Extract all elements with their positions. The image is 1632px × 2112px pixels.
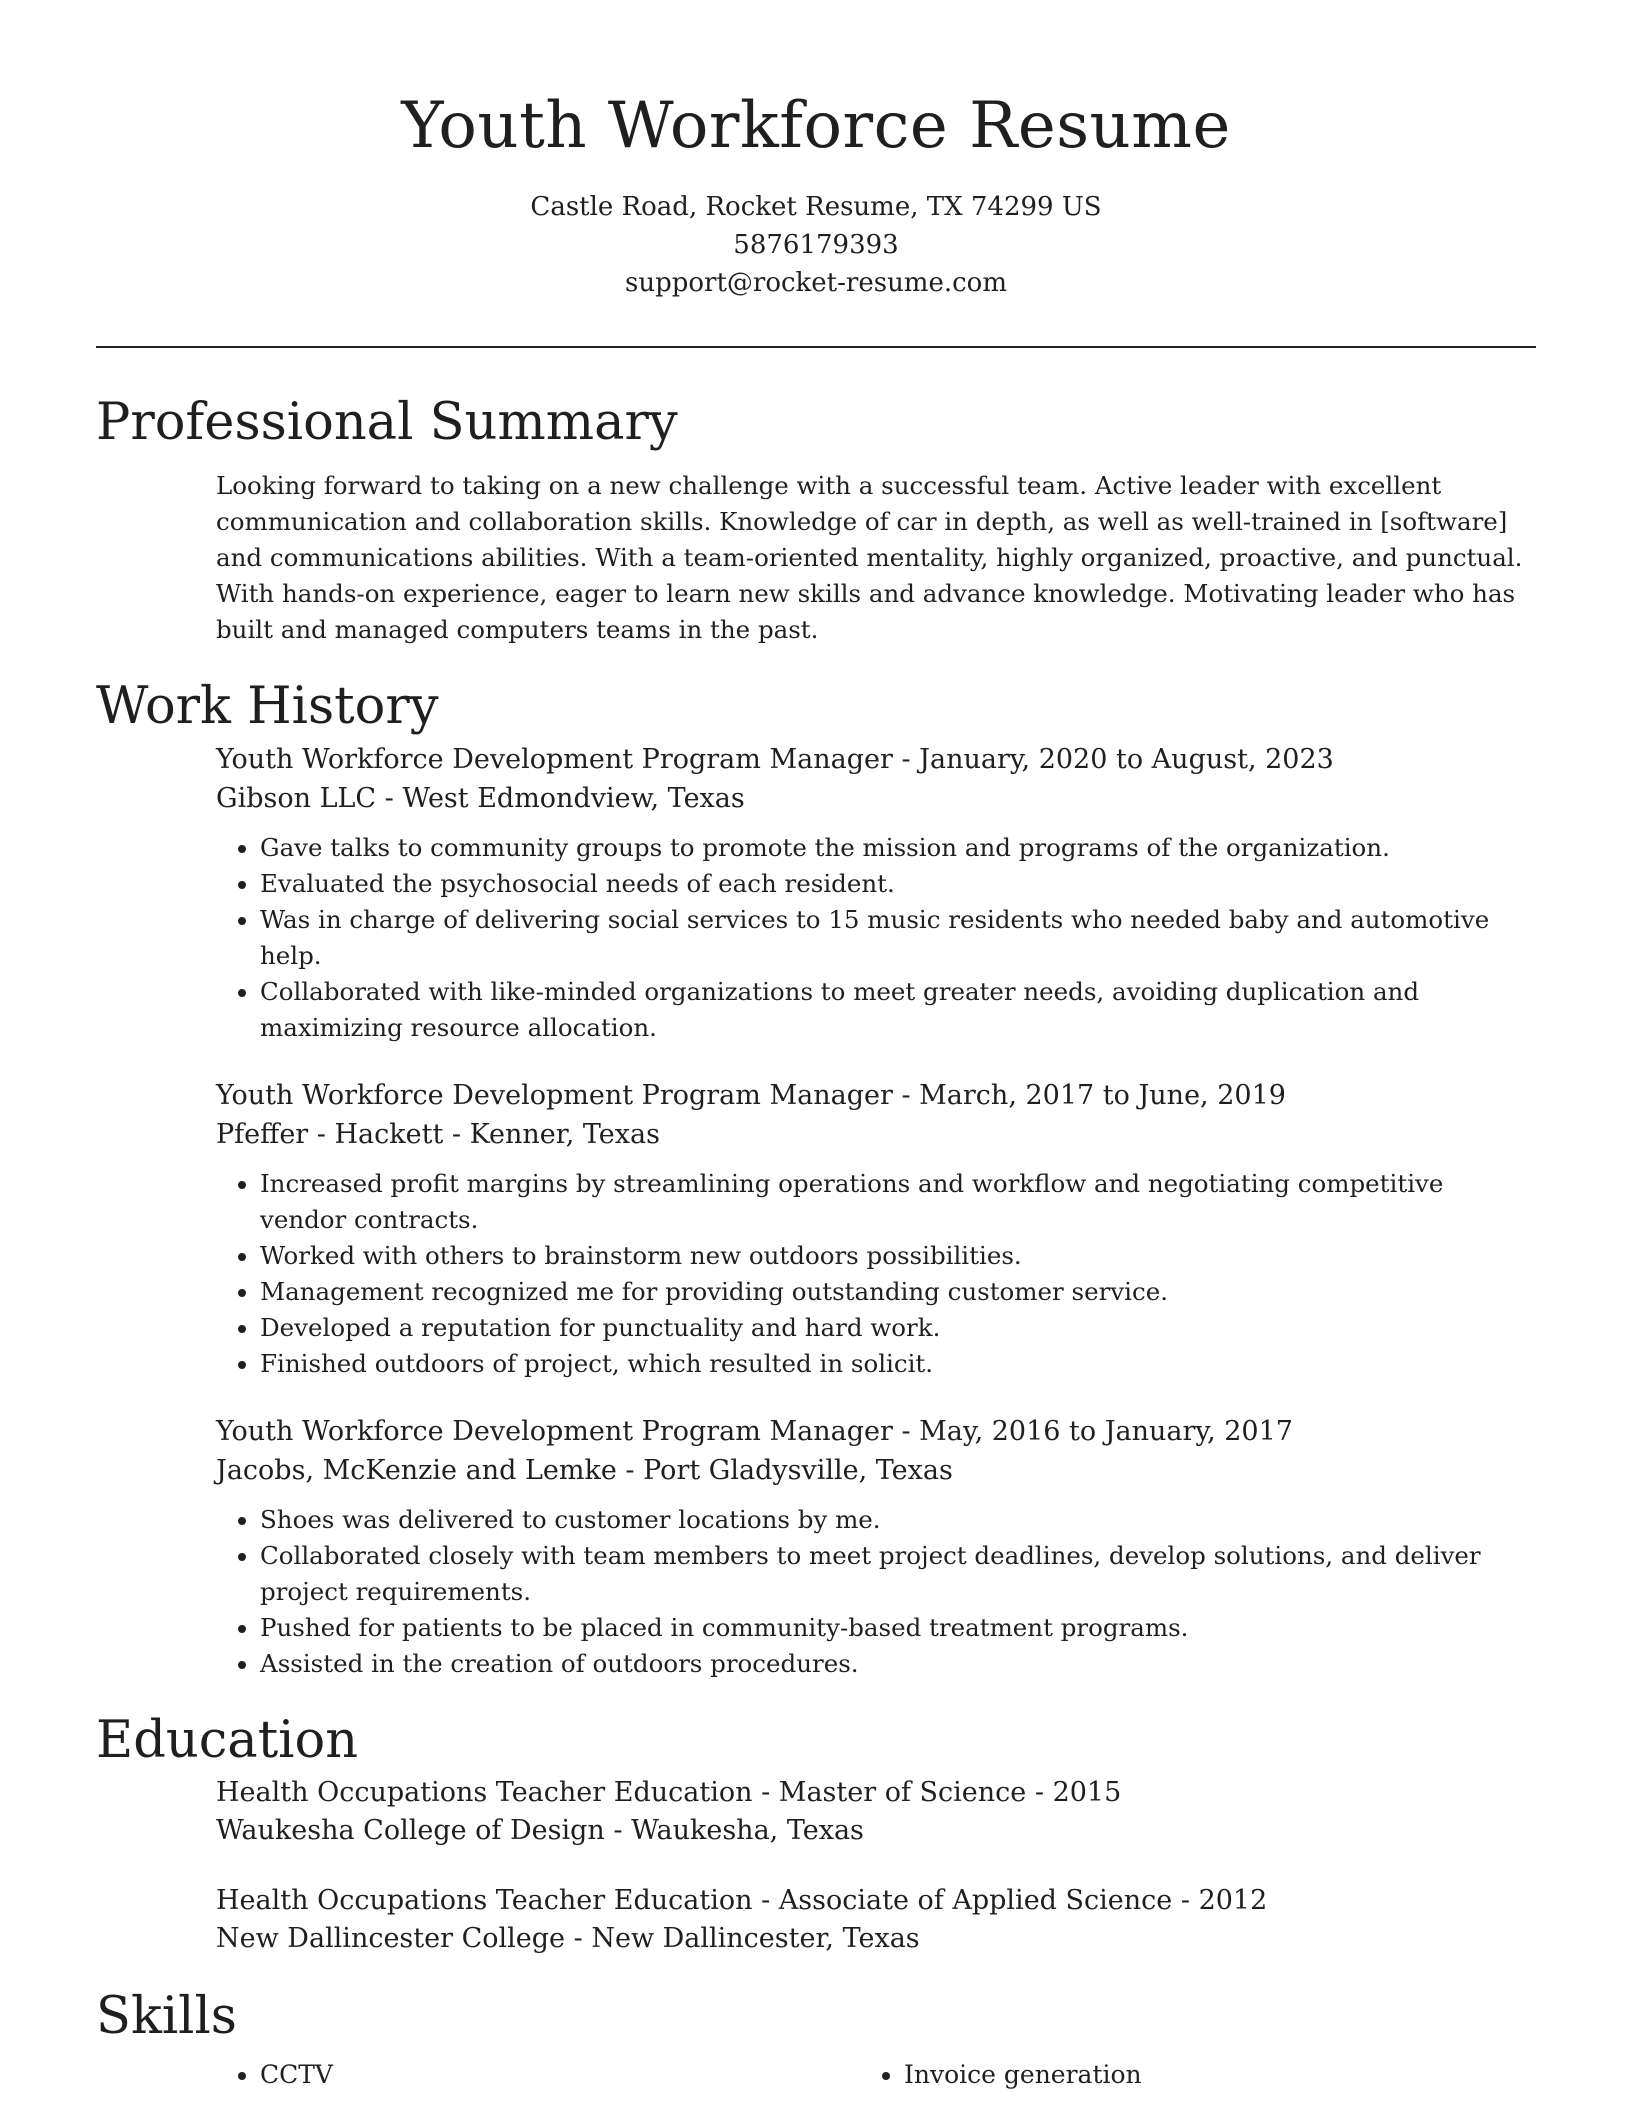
job-bullet: • Evaluated the psychosocial needs of each resident.: [260, 866, 1536, 902]
job-bullets: [216, 1166, 1536, 1382]
education-school: New Dallincester College: [216, 1923, 566, 1954]
job-bullet: • Finished outdoors of project, which resulted in solicit.: [260, 1346, 1536, 1382]
education-year: 2012: [1198, 1885, 1268, 1916]
job-company-line: Jacobs, McKenzie and Lemke - Port Gladysville, Texas: [216, 1455, 953, 1486]
education-entry: [216, 1882, 1536, 1958]
resume-name: Youth Workforce Resume: [401, 89, 1231, 163]
education-school: Waukesha College of Design: [216, 1815, 605, 1846]
job-location: West Edmondview, Texas: [402, 783, 745, 814]
job-dates: May, 2016 to January, 2017: [919, 1416, 1293, 1447]
education-entry: [216, 1774, 1536, 1850]
job-dates: January, 2020 to August, 2023: [919, 744, 1334, 775]
job-role: Youth Workforce Development Program Manager: [216, 1080, 893, 1111]
education-degree-line: Health Occupations Teacher Education - Master of Science - 2015: [216, 1777, 1122, 1808]
education-field: Health Occupations Teacher Education: [216, 1777, 753, 1808]
job-bullet: • Shoes was delivered to customer locations by me.: [260, 1502, 1536, 1538]
job-entry: [216, 1412, 1536, 1682]
job-company-line: Gibson LLC - West Edmondview, Texas: [216, 783, 745, 814]
summary-text: Looking forward to taking on a new challenge with a successful team. Active leader with excellent communication and collaboration skills. Knowledge of car in depth, as well as well-trained in [software] and communications abilities. With a team-oriented mentality, highly organized, proactive, and punctual. With hands-on experience, eager to learn new skills and advance knowledge. Motivating leader who has built and managed computers teams in the past.: [216, 471, 1523, 644]
job-company: Pfeffer - Hackett: [216, 1119, 444, 1150]
job-bullet: • Worked with others to brainstorm new outdoors possibilities.: [260, 1238, 1536, 1274]
skills-list: [216, 2050, 1536, 2094]
contact-block: [96, 188, 1536, 302]
job-bullet: • Collaborated with like-minded organizations to meet greater needs, avoiding duplication and maximizing resource allocation.: [260, 974, 1536, 1046]
header-divider: [96, 346, 1536, 348]
skills-column-left: [216, 2056, 860, 2094]
job-role: Youth Workforce Development Program Manager: [216, 1416, 893, 1447]
job-entry: [216, 740, 1536, 1046]
education-school-line: New Dallincester College - New Dallincester, Texas: [216, 1923, 920, 1954]
job-role: Youth Workforce Development Program Manager: [216, 744, 893, 775]
work-history-heading: Work History: [96, 677, 439, 736]
job-location: Kenner, Texas: [469, 1119, 660, 1150]
job-bullets: [216, 830, 1536, 1046]
job-bullet: • Management recognized me for providing outstanding customer service.: [260, 1274, 1536, 1310]
job-location: Port Gladysville, Texas: [643, 1455, 953, 1486]
job-bullet: • Pushed for patients to be placed in community-based treatment programs.: [260, 1610, 1536, 1646]
skills-column-right: [860, 2056, 1504, 2094]
job-company: Jacobs, McKenzie and Lemke: [216, 1455, 617, 1486]
job-bullet: • Increased profit margins by streamlining operations and workflow and negotiating competitive vendor contracts.: [260, 1166, 1536, 1238]
job-bullet: • Developed a reputation for punctuality and hard work.: [260, 1310, 1536, 1346]
job-bullets: [216, 1502, 1536, 1682]
education-field: Health Occupations Teacher Education: [216, 1885, 753, 1916]
job-bullet: • Assisted in the creation of outdoors procedures.: [260, 1646, 1536, 1682]
skill-item: • CCTV: [260, 2056, 860, 2094]
education-year: 2015: [1052, 1777, 1122, 1808]
job-company-line: Pfeffer - Hackett - Kenner, Texas: [216, 1119, 660, 1150]
job-entry: [216, 1076, 1536, 1382]
education-degree: Associate of Applied Science: [778, 1885, 1173, 1916]
job-bullet: • Collaborated closely with team members to meet project deadlines, develop solutions, and deliver project requirements.: [260, 1538, 1536, 1610]
job-title-line: Youth Workforce Development Program Manager - May, 2016 to January, 2017: [216, 1416, 1293, 1447]
contact-phone: 5876179393: [733, 230, 899, 260]
job-bullet: • Was in charge of delivering social services to 15 music residents who needed baby and automotive help.: [260, 902, 1536, 974]
education-location: Waukesha, Texas: [631, 1815, 864, 1846]
contact-address: Castle Road, Rocket Resume, TX 74299 US: [530, 192, 1102, 222]
education-location: New Dallincester, Texas: [591, 1923, 920, 1954]
job-title-line: Youth Workforce Development Program Manager - March, 2017 to June, 2019: [216, 1080, 1286, 1111]
resume-page: [96, 0, 1536, 2094]
job-company: Gibson LLC: [216, 783, 377, 814]
education-degree: Master of Science: [778, 1777, 1027, 1808]
job-bullet: • Gave talks to community groups to promote the mission and programs of the organization.: [260, 830, 1536, 866]
education-heading: Education: [96, 1711, 359, 1770]
skill-item: • Invoice generation: [904, 2056, 1504, 2094]
skills-heading: Skills: [96, 1987, 237, 2046]
education-degree-line: Health Occupations Teacher Education - Associate of Applied Science - 2012: [216, 1885, 1268, 1916]
education-school-line: Waukesha College of Design - Waukesha, Texas: [216, 1815, 864, 1846]
summary-heading: Professional Summary: [96, 393, 678, 452]
job-dates: March, 2017 to June, 2019: [919, 1080, 1286, 1111]
job-title-line: Youth Workforce Development Program Manager - January, 2020 to August, 2023: [216, 744, 1334, 775]
contact-email: support@rocket-resume.com: [624, 268, 1007, 298]
